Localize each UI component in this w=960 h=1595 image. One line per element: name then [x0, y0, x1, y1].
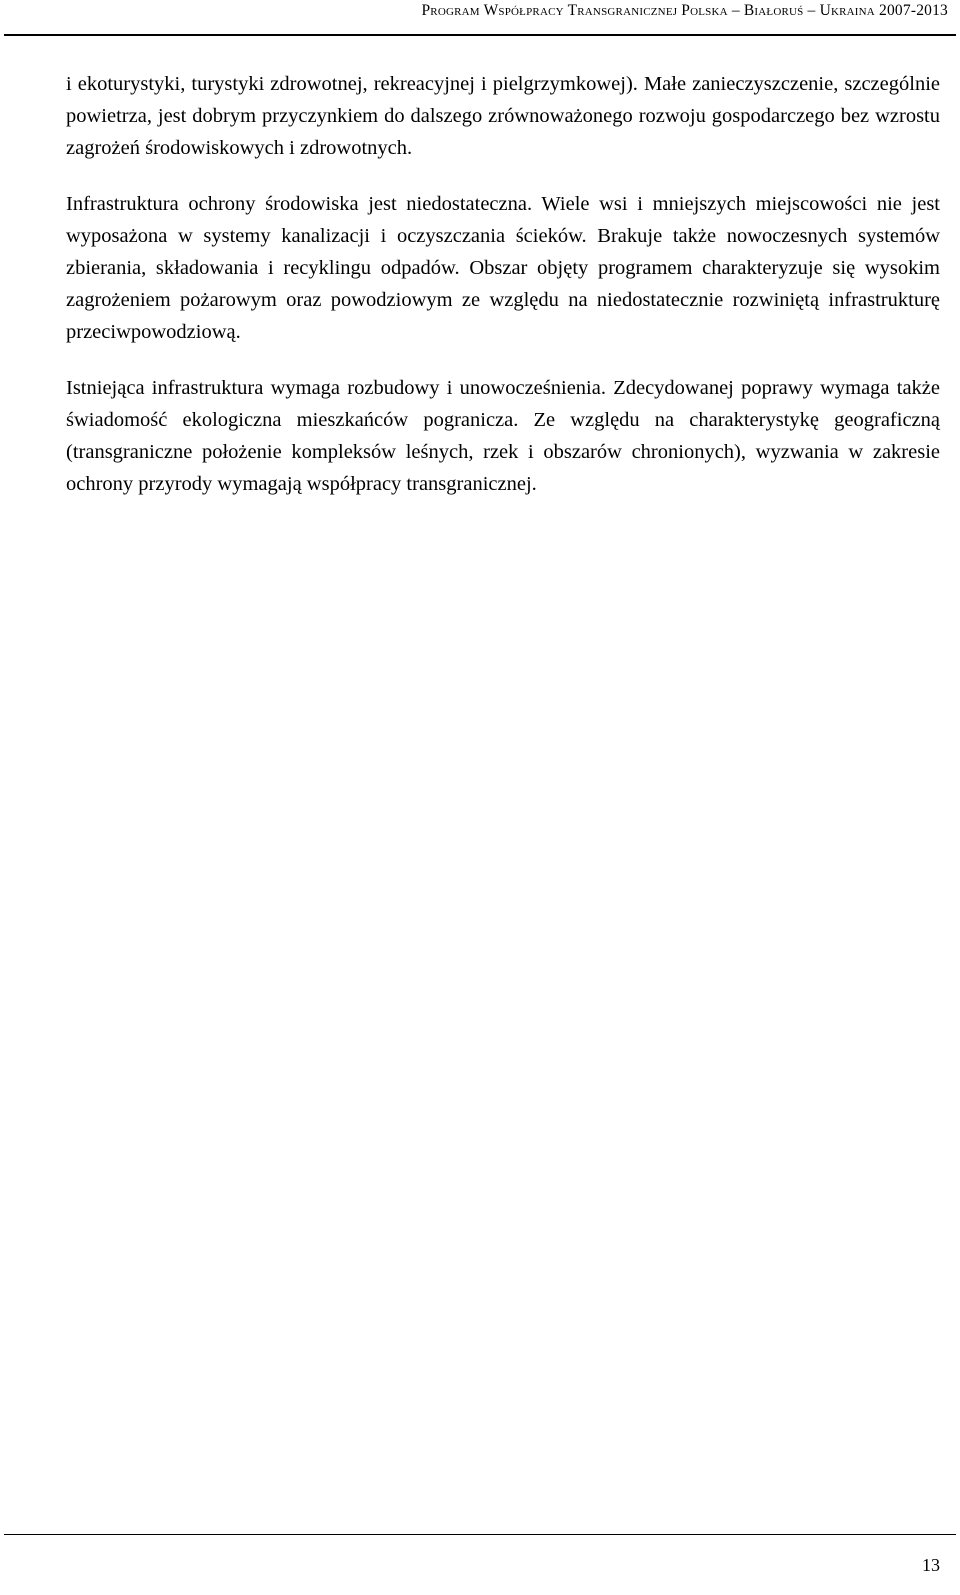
page-number: 13 [922, 1555, 940, 1575]
document-body [66, 68, 940, 524]
page-header [0, 0, 960, 36]
paragraph-tourism: i ekoturystyki, turystyki zdrowotnej, rekreacyjnej i pielgrzymkowej). Małe zanieczyszczenie, szczególnie powietrza, jest dobrym przyczynkiem do dalszego zrównoważonego rozwoju gospodarczego bez wzrostu zagrożeń środowiskowych i zdrowotnych. [66, 73, 940, 159]
header-divider [4, 34, 956, 36]
running-header-title: Program Współpracy Transgranicznej Polska – Białoruś – Ukraina 2007-2013 [421, 2, 948, 19]
paragraph-modernization: Istniejąca infrastruktura wymaga rozbudowy i unowocześnienia. Zdecydowanej poprawy wymaga także świadomość ekologiczna mieszkańców pogranicza. Ze względu na charakterystykę geograficzną (transgraniczne położenie kompleksów leśnych, rzek i obszarów chronionych), wyzwania w zakresie ochrony przyrody wymagają współpracy transgranicznej. [66, 377, 940, 495]
paragraph-environment-infrastructure: Infrastruktura ochrony środowiska jest niedostateczna. Wiele wsi i mniejszych miejscowości nie jest wyposażona w systemy kanalizacji i oczyszczania ścieków. Brakuje także nowoczesnych systemów zbierania, składowania i recyklingu odpadów. Obszar objęty programem charakteryzuje się wysokim zagrożeniem pożarowym oraz powodziowym ze względu na niedostatecznie rozwiniętą infrastrukturę przeciwpowodziową. [66, 193, 940, 343]
footer-divider [4, 1534, 956, 1535]
